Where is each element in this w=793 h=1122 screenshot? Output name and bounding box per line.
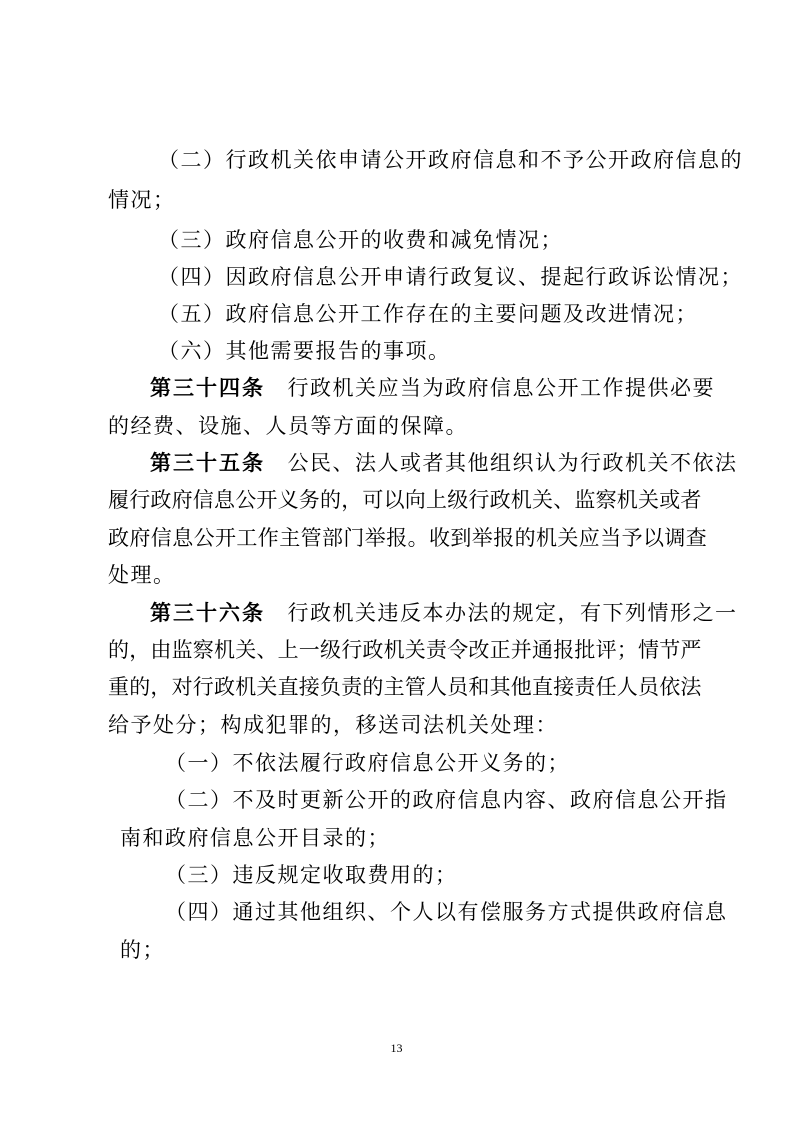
article-35-text: 公民、法人或者其他组织认为行政机关不依法 xyxy=(265,451,738,475)
list-item: （三）政府信息公开的收费和减免情况； xyxy=(158,228,563,252)
list-item: （二）不及时更新公开的政府信息内容、政府信息公开指 xyxy=(165,788,728,812)
article-34-heading: 第三十四条 xyxy=(150,375,265,400)
article-36-text: 给予处分；构成犯罪的，移送司法机关处理： xyxy=(108,713,558,737)
article-36-paragraph xyxy=(150,601,738,625)
article-36-heading: 第三十六条 xyxy=(150,600,265,625)
list-item: （四）通过其他组织、个人以有偿服务方式提供政府信息 xyxy=(165,900,728,924)
article-36-text: 的，由监察机关、上一级行政机关责令改正并通报批评；情节严 xyxy=(108,638,702,662)
article-35-text: 处理。 xyxy=(108,563,176,587)
list-item: （六）其他需要报告的事项。 xyxy=(158,339,451,363)
article-35-paragraph xyxy=(150,451,738,475)
article-35-heading: 第三十五条 xyxy=(150,450,265,475)
list-item: （一）不依法履行政府信息公开义务的； xyxy=(165,751,570,775)
list-item: （五）政府信息公开工作存在的主要问题及改进情况； xyxy=(158,302,698,326)
list-item: （二）行政机关依申请公开政府信息和不予公开政府信息的 xyxy=(158,148,743,172)
article-35-text: 履行政府信息公开义务的，可以向上级行政机关、监察机关或者 xyxy=(108,488,702,512)
list-item: （三）违反规定收取费用的； xyxy=(165,863,458,887)
list-item: （四）因政府信息公开申请行政复议、提起行政诉讼情况； xyxy=(158,265,743,289)
list-item-continuation: 南和政府信息公开目录的； xyxy=(120,826,390,850)
article-36-text: 重的，对行政机关直接负责的主管人员和其他直接责任人员依法 xyxy=(108,675,702,699)
list-item-continuation: 的； xyxy=(120,938,165,962)
page-number: 13 xyxy=(390,1041,403,1055)
article-36-text: 行政机关违反本办法的规定，有下列情形之一 xyxy=(265,601,738,625)
article-34-paragraph xyxy=(150,376,715,400)
article-35-text: 政府信息公开工作主管部门举报。收到举报的机关应当予以调查 xyxy=(108,526,708,550)
list-item-continuation: 情况； xyxy=(108,188,176,212)
article-34-text: 行政机关应当为政府信息公开工作提供必要 xyxy=(265,376,715,400)
article-34-text: 的经费、设施、人员等方面的保障。 xyxy=(108,414,468,438)
